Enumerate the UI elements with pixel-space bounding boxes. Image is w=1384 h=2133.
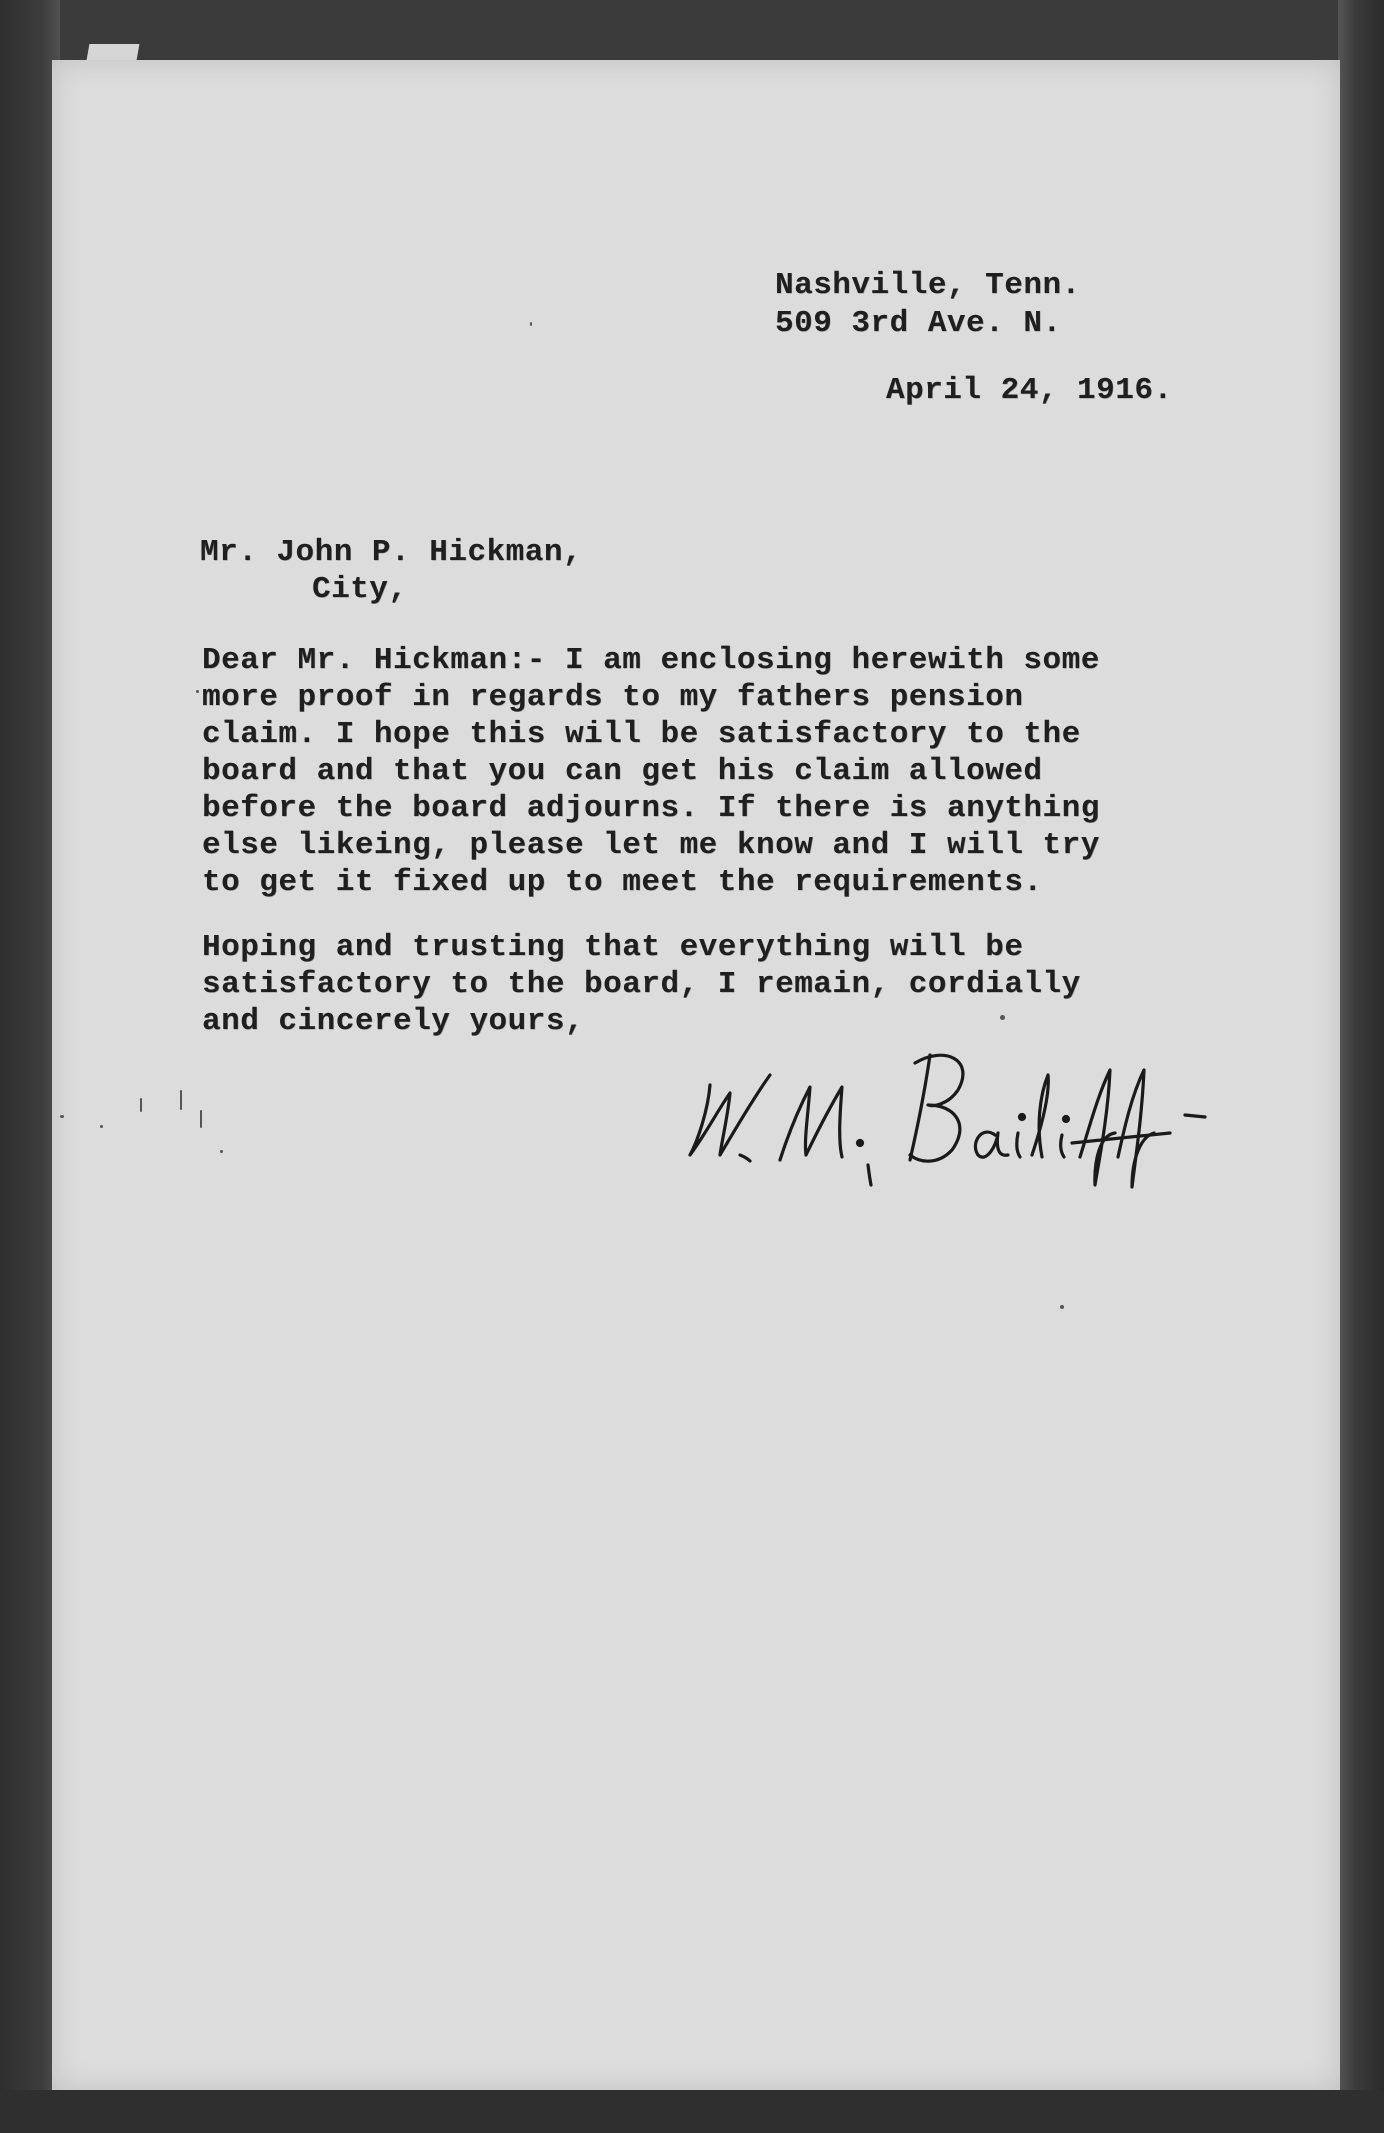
paragraph-1-line: before the board adjourns. If there is anything	[202, 791, 1100, 826]
paragraph-1-line: else likeing, please let me know and I will try	[202, 828, 1100, 863]
heading-address: 509 3rd Ave. N.	[775, 306, 1062, 341]
paragraph-1-line: Dear Mr. Hickman:- I am enclosing herewith some	[202, 643, 1100, 678]
paragraph-2-line: satisfactory to the board, I remain, cordially	[202, 967, 1081, 1002]
scan-border-left	[0, 0, 60, 2133]
scan-border-right	[1338, 0, 1384, 2133]
paragraph-1-line: claim. I hope this will be satisfactory to the	[202, 717, 1081, 752]
paragraph-1-line: more proof in regards to my fathers pension	[202, 680, 1024, 715]
paragraph-1-line: board and that you can get his claim allowed	[202, 754, 1043, 789]
paper-tab	[87, 44, 140, 60]
handwritten-signature	[670, 1015, 1240, 1195]
scan-speck	[196, 690, 199, 693]
scan-speck	[220, 1150, 223, 1153]
scan-speck	[1000, 1015, 1005, 1020]
paragraph-2-line: Hoping and trusting that everything will be	[202, 930, 1024, 965]
scan-speck	[180, 1090, 182, 1110]
scan-speck	[60, 1115, 64, 1118]
letter-date: April 24, 1916.	[886, 373, 1173, 408]
recipient-name: Mr. John P. Hickman,	[200, 535, 583, 570]
scan-border-bottom	[0, 2090, 1384, 2133]
scan-speck	[530, 322, 532, 326]
scan-speck	[100, 1125, 103, 1128]
scan-speck	[200, 1110, 202, 1128]
recipient-city: City,	[312, 572, 408, 607]
paragraph-2-line: and cincerely yours,	[202, 1004, 585, 1039]
scan-speck	[140, 1098, 142, 1112]
heading-city: Nashville, Tenn.	[775, 268, 1081, 303]
scan-speck	[1060, 1305, 1064, 1309]
paragraph-1-line: to get it fixed up to meet the requirements.	[202, 865, 1043, 900]
